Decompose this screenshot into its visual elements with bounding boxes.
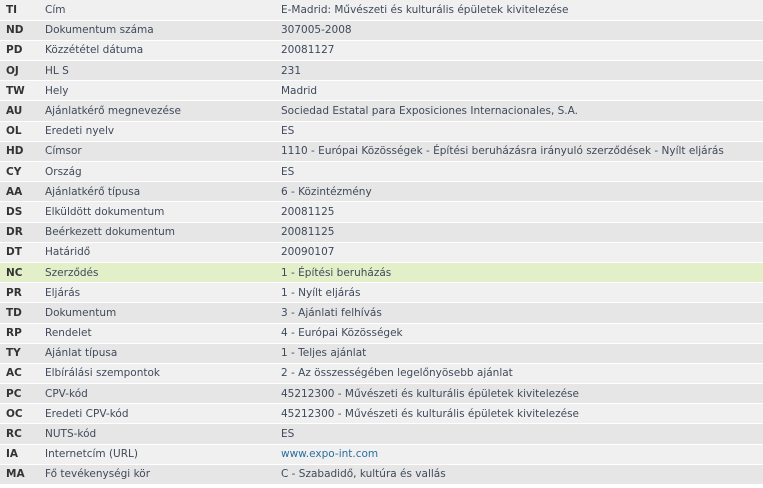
table-row [0,283,763,303]
field-value: ES [281,121,763,141]
table-row [0,20,763,40]
field-code: TI [0,0,45,20]
field-value [281,444,763,464]
field-code: HD [0,141,45,161]
field-value: 2 - Az összességében legelőnyösebb ajánlat [281,363,763,383]
field-label: Közzététel dátuma [45,40,281,60]
field-label: Eredeti CPV-kód [45,404,281,424]
field-label: Dokumentum [45,303,281,323]
table-row [0,343,763,363]
field-label: Ajánlatkérő megnevezése [45,101,281,121]
field-value: 1 - Teljes ajánlat [281,343,763,363]
table-row [0,202,763,222]
field-label: Dokumentum száma [45,20,281,40]
field-label: Eljárás [45,283,281,303]
field-value: 20081125 [281,222,763,242]
field-label: Határidő [45,242,281,262]
website-link[interactable]: www.expo-int.com [281,448,379,461]
table-row [0,424,763,444]
table-row [0,323,763,343]
field-label: NUTS-kód [45,424,281,444]
field-label: Eredeti nyelv [45,121,281,141]
field-code: PR [0,283,45,303]
field-label: Ország [45,162,281,182]
table-row-highlighted [0,262,763,282]
field-value: 231 [281,61,763,81]
field-label: Beérkezett dokumentum [45,222,281,242]
field-code: TY [0,343,45,363]
field-label: Elküldött dokumentum [45,202,281,222]
field-code: NC [0,262,45,282]
table-row [0,40,763,60]
field-code: DT [0,242,45,262]
field-label: Internetcím (URL) [45,444,281,464]
field-code: ND [0,20,45,40]
field-code: PD [0,40,45,60]
table-row [0,303,763,323]
field-value: 1110 - Európai Közösségek - Építési beruházásra irányuló szerződések - Nyílt eljárás [281,141,763,161]
field-code: OL [0,121,45,141]
field-code: MA [0,464,45,484]
field-code: IA [0,444,45,464]
field-value: 20081127 [281,40,763,60]
table-row [0,222,763,242]
field-value: ES [281,424,763,444]
field-label: Cím [45,0,281,20]
field-value: 20090107 [281,242,763,262]
field-value: 307005-2008 [281,20,763,40]
field-value: ES [281,162,763,182]
field-value: 45212300 - Művészeti és kulturális épületek kivitelezése [281,384,763,404]
field-code: OJ [0,61,45,81]
field-value: C - Szabadidő, kultúra és vallás [281,464,763,484]
field-code: DR [0,222,45,242]
table-row [0,141,763,161]
field-label: Rendelet [45,323,281,343]
field-value: 1 - Nyílt eljárás [281,283,763,303]
table-row [0,0,763,20]
table-row [0,444,763,464]
field-code: DS [0,202,45,222]
field-label: Ajánlatkérő típusa [45,182,281,202]
table-row [0,121,763,141]
field-code: RP [0,323,45,343]
field-value: 45212300 - Művészeti és kulturális épületek kivitelezése [281,404,763,424]
field-label: Elbírálási szempontok [45,363,281,383]
field-code: AA [0,182,45,202]
table-row [0,242,763,262]
field-code: TW [0,81,45,101]
table-row [0,384,763,404]
field-label: CPV-kód [45,384,281,404]
field-label: Hely [45,81,281,101]
field-value: 4 - Európai Közösségek [281,323,763,343]
field-value: Madrid [281,81,763,101]
field-label: Címsor [45,141,281,161]
table-row [0,404,763,424]
field-code: OC [0,404,45,424]
field-code: AC [0,363,45,383]
field-value: 6 - Közintézmény [281,182,763,202]
field-value: Sociedad Estatal para Exposiciones Internacionales, S.A. [281,101,763,121]
field-code: TD [0,303,45,323]
field-label: Szerződés [45,262,281,282]
field-code: PC [0,384,45,404]
field-label: Fő tevékenységi kör [45,464,281,484]
table-row [0,81,763,101]
field-value: 20081125 [281,202,763,222]
field-code: CY [0,162,45,182]
field-code: RC [0,424,45,444]
field-value: 1 - Építési beruházás [281,262,763,282]
field-value: E-Madrid: Művészeti és kulturális épületek kivitelezése [281,0,763,20]
field-label: HL S [45,61,281,81]
field-label: Ajánlat típusa [45,343,281,363]
table-row [0,101,763,121]
table-row [0,61,763,81]
table-row [0,363,763,383]
field-code: AU [0,101,45,121]
table-row [0,464,763,484]
table-row [0,182,763,202]
table-row [0,162,763,182]
field-value: 3 - Ajánlati felhívás [281,303,763,323]
